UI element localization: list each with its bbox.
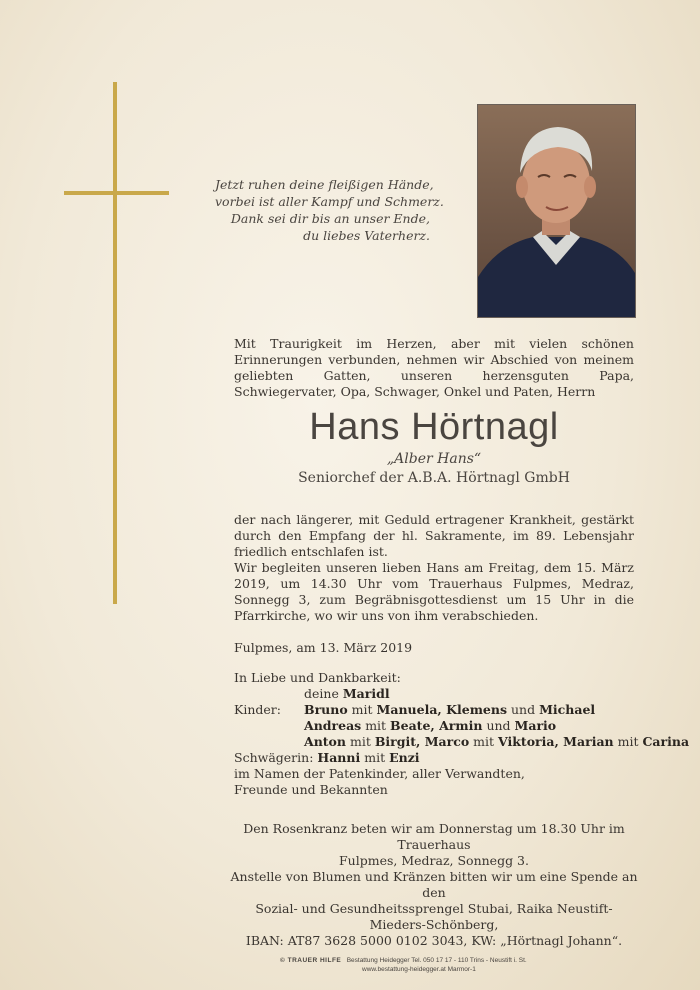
cross-horizontal-bar (64, 191, 169, 195)
cross-vertical-bar (113, 82, 117, 604)
donation-notice: Anstelle von Blumen und Kränzen bitten wir um eine Spende an den Sozial- und Gesundheitssprengel Stubai, Raika Neustift-Mieders-Schönberg, IBAN: AT87 3628 5000 0102 3043, KW: „Hörtnagl Johann“. (230, 869, 638, 948)
family-sister-in-law-row: Schwägerin: Hanni mit Enzi (234, 750, 420, 765)
verse-line: du liebes Vaterherz. (303, 228, 430, 243)
funeral-paragraph: Wir begleiten unseren lieben Hans am Freitag, dem 15. März 2019, um 14.30 Uhr vom Trauerhaus Fulpmes, Medraz, Sonnegg 3, zum Begräbnisgottesdienst um 15 Uhr in die Pfarrkirche, wo wir uns von ihm verabschieden. (234, 560, 634, 623)
family-children-row: Andreas mit Beate, Armin und Mario (304, 718, 557, 733)
portrait-photo (477, 104, 636, 318)
deceased-name: Hans Hörtnagl (309, 406, 559, 448)
memorial-verse (215, 176, 444, 244)
nickname: „Alber Hans“ (386, 451, 482, 467)
role-title: Seniorchef der A.B.A. Hörtnagl GmbH (298, 470, 570, 486)
family-relatives-line: im Namen der Patenkinder, aller Verwandten, (234, 766, 525, 781)
verse-line: Dank sei dir bis an unser Ende, (230, 211, 430, 226)
family-wife-row: deine Maridl (304, 686, 390, 701)
verse-line: vorbei ist aller Kampf und Schmerz. (215, 194, 444, 209)
funeral-home-contact: Bestattung Heidegger Tel. 050 17 17 - 110 Trins - Neustift i. St. (346, 957, 527, 964)
passing-paragraph: der nach längerer, mit Geduld ertragener Krankheit, gestärkt durch den Empfang der hl. Sakramente, im 89. Lebensjahr friedlich entschlafen ist. (234, 512, 634, 559)
wife-name: Maridl (342, 686, 390, 701)
family-greeting: In Liebe und Dankbarkeit: (234, 670, 401, 685)
rosary-notice: Den Rosenkranz beten wir am Donnerstag um 18.30 Uhr im Trauerhaus Fulpmes, Medraz, Sonnegg 3. (243, 821, 625, 868)
family-children-row: Anton mit Birgit, Marco mit Viktoria, Marian mit Carina (304, 734, 690, 749)
place-date: Fulpmes, am 13. März 2019 (234, 640, 413, 655)
family-children-row: Kinder: Bruno mit Manuela, Klemens und Michael (234, 702, 596, 717)
family-list (234, 670, 690, 798)
family-friends-line: Freunde und Bekannten (234, 782, 388, 797)
intro-paragraph: Mit Traurigkeit im Herzen, aber mit vielen schönen Erinnerungen verbunden, nehmen wir Abschied von meinem geliebten Gatten, unseren herzensguten Papa, Schwiegervater, Opa, Schwager, Onkel und Paten, Herrn (234, 336, 634, 399)
footer (280, 956, 527, 974)
funeral-home-website[interactable]: www.bestattung-heidegger.at Marmor-1 (362, 966, 476, 973)
trauer-hilfe-logo: © TRAUER HILFE (280, 957, 342, 964)
verse-line: Jetzt ruhen deine fleißigen Hände, (215, 177, 434, 192)
